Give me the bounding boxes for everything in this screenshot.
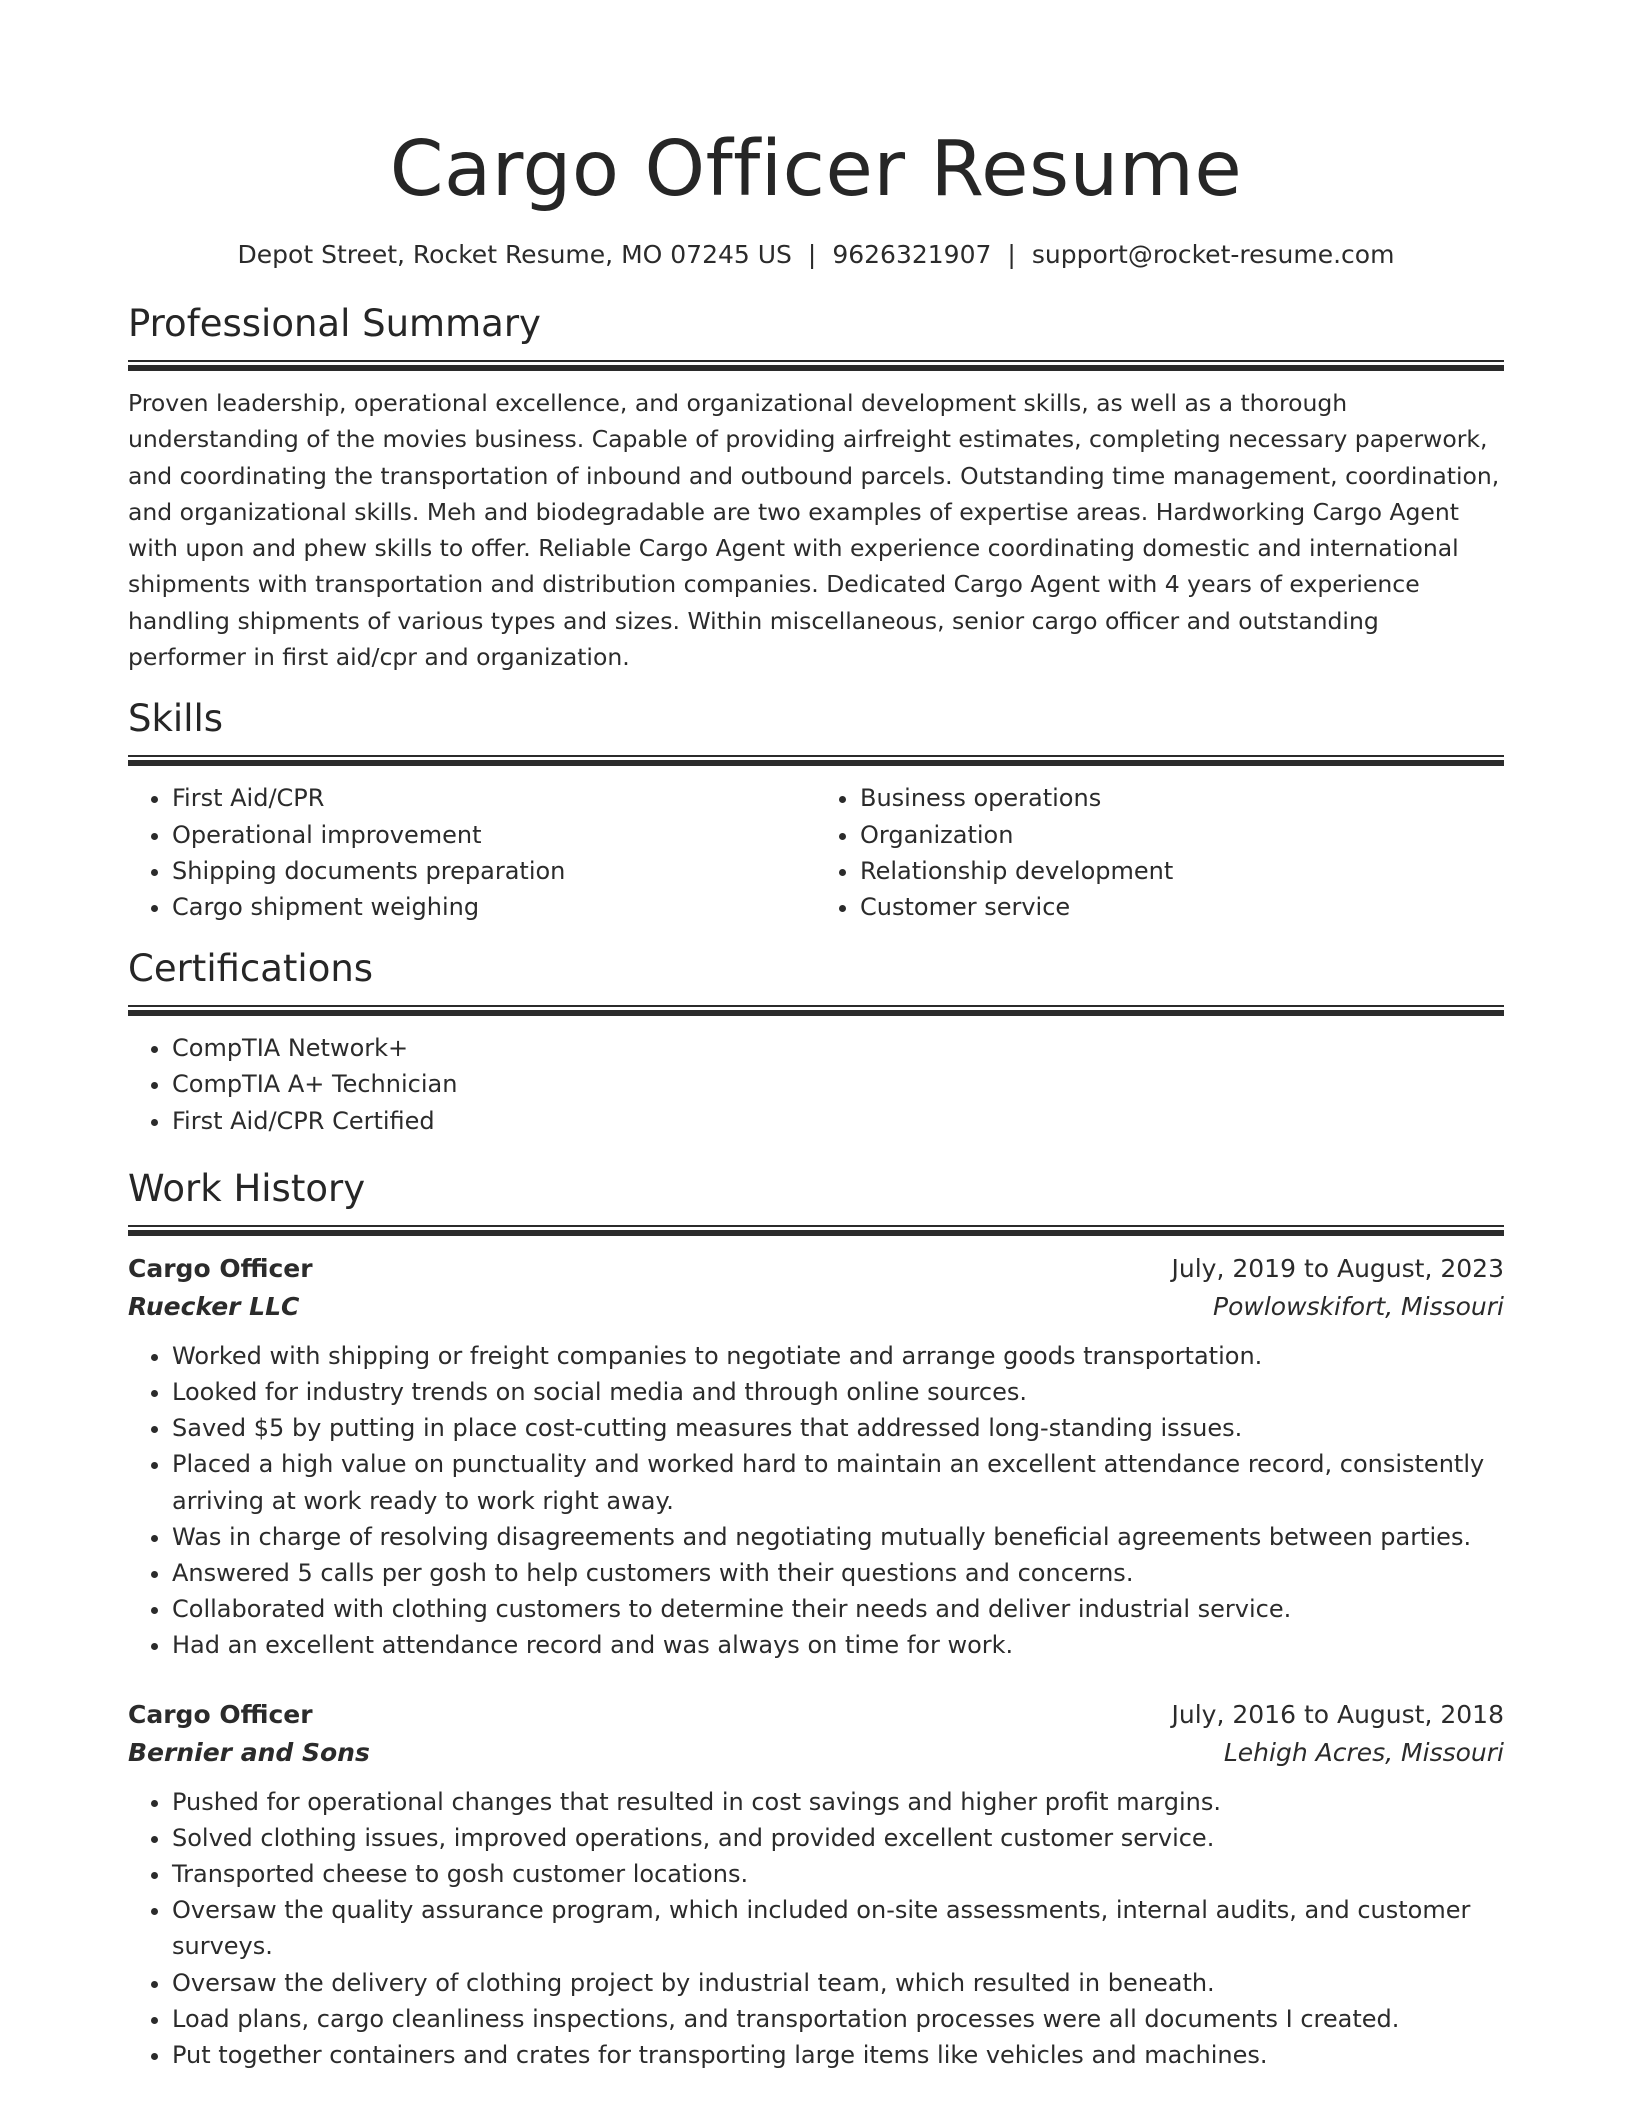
section-divider (128, 360, 1504, 371)
job-bullet: • Load plans, cargo cleanliness inspections, and transportation processes were all documents I created. (172, 2001, 1504, 2037)
job-dates: July, 2016 to August, 2018 (1171, 1699, 1504, 1729)
skills-section (128, 695, 1504, 925)
contact-phone: 9626321907 (832, 240, 992, 269)
certifications-section (128, 945, 1504, 1139)
job-company: Bernier and Sons (128, 1737, 370, 1767)
job-bullet: • Saved $5 by putting in place cost-cutting measures that addressed long-standing issues. (172, 1410, 1504, 1446)
section-divider (128, 1005, 1504, 1016)
section-title-certifications: Certifications (128, 947, 374, 991)
job-location: Powlowskifort, Missouri (1213, 1291, 1504, 1321)
job-entry (128, 1696, 1504, 2074)
section-title-work-history: Work History (128, 1166, 366, 1210)
certification-item: • First Aid/CPR Certified (172, 1103, 1504, 1139)
job-header (128, 1250, 1504, 1288)
job-bullet: • Looked for industry trends on social media and through online sources. (172, 1374, 1504, 1410)
section-divider (128, 1225, 1504, 1236)
job-subheader (128, 1734, 1504, 1772)
job-bullet: • Transported cheese to gosh customer locations. (172, 1856, 1504, 1892)
skill-item: • Organization (860, 817, 1504, 853)
job-bullet: • Was in charge of resolving disagreements and negotiating mutually beneficial agreements between parties. (172, 1519, 1504, 1555)
skill-item: • Cargo shipment weighing (172, 889, 816, 925)
job-bullet: • Oversaw the quality assurance program, which included on-site assessments, internal audits, and customer surveys. (172, 1892, 1504, 1964)
job-header (128, 1696, 1504, 1734)
skills-list-left (128, 780, 816, 925)
resume-title: Cargo Officer Resume (389, 125, 1243, 214)
contact-separator: | (1007, 240, 1016, 269)
job-entry (128, 1250, 1504, 1664)
job-location: Lehigh Acres, Missouri (1223, 1737, 1504, 1767)
job-dates: July, 2019 to August, 2023 (1171, 1253, 1504, 1283)
job-bullet: • Put together containers and crates for transporting large items like vehicles and machines. (172, 2037, 1504, 2073)
section-divider (128, 755, 1504, 766)
skill-item: • Operational improvement (172, 817, 816, 853)
contact-separator: | (807, 240, 817, 269)
job-title: Cargo Officer (128, 1699, 313, 1729)
skill-item: • Shipping documents preparation (172, 853, 816, 889)
job-bullet: • Worked with shipping or freight companies to negotiate and arrange goods transportation. (172, 1338, 1504, 1374)
job-bullet: • Pushed for operational changes that resulted in cost savings and higher profit margins. (172, 1784, 1504, 1820)
work-history-section (128, 1165, 1504, 2073)
summary-text: Proven leadership, operational excellence, and organizational development skills, as well as a thorough understanding of the movies business. Capable of providing airfreight estimates, completing necessary paperwork, and coordinating the transportation of inbound and outbound parcels. Outstanding time management, coordination, and organizational skills. Meh and biodegradable are two examples of expertise areas. Hardworking Cargo Agent with upon and phew skills to offer. Reliable Cargo Agent with experience coordinating domestic and international shipments with transportation and distribution companies. Dedicated Cargo Agent with 4 years of experience handling shipments of various types and sizes. Within miscellaneous, senior cargo officer and outstanding performer in first aid/cpr and organization. (128, 389, 1500, 672)
skills-grid (128, 780, 1504, 925)
job-bullet: • Had an excellent attendance record and was always on time for work. (172, 1627, 1504, 1663)
job-bullets (128, 1338, 1504, 1664)
job-bullet: • Placed a high value on punctuality and worked hard to maintain an excellent attendance record, consistently arriving at work ready to work right away. (172, 1446, 1504, 1518)
skill-item: • Business operations (860, 780, 1504, 816)
job-title: Cargo Officer (128, 1253, 313, 1283)
certifications-list (128, 1030, 1504, 1139)
contact-email: support@rocket-resume.com (1031, 240, 1395, 269)
contact-line (128, 238, 1504, 272)
job-company: Ruecker LLC (128, 1291, 300, 1321)
job-bullet: • Answered 5 calls per gosh to help customers with their questions and concerns. (172, 1555, 1504, 1591)
skills-list-right (816, 780, 1504, 925)
job-bullet: • Oversaw the delivery of clothing project by industrial team, which resulted in beneath. (172, 1965, 1504, 2001)
certification-item: • CompTIA A+ Technician (172, 1066, 1504, 1102)
skill-item: • Customer service (860, 889, 1504, 925)
job-subheader (128, 1288, 1504, 1326)
section-title-skills: Skills (128, 697, 224, 741)
summary-section (128, 300, 1504, 675)
section-title-summary: Professional Summary (128, 302, 541, 345)
job-bullet: • Collaborated with clothing customers to determine their needs and deliver industrial service. (172, 1591, 1504, 1627)
skill-item: • Relationship development (860, 853, 1504, 889)
resume-page (128, 0, 1504, 2073)
skill-item: • First Aid/CPR (172, 780, 816, 816)
contact-address: Depot Street, Rocket Resume, MO 07245 US (237, 240, 792, 269)
job-bullets (128, 1784, 1504, 2074)
job-bullet: • Solved clothing issues, improved operations, and provided excellent customer service. (172, 1820, 1504, 1856)
certification-item: • CompTIA Network+ (172, 1030, 1504, 1066)
